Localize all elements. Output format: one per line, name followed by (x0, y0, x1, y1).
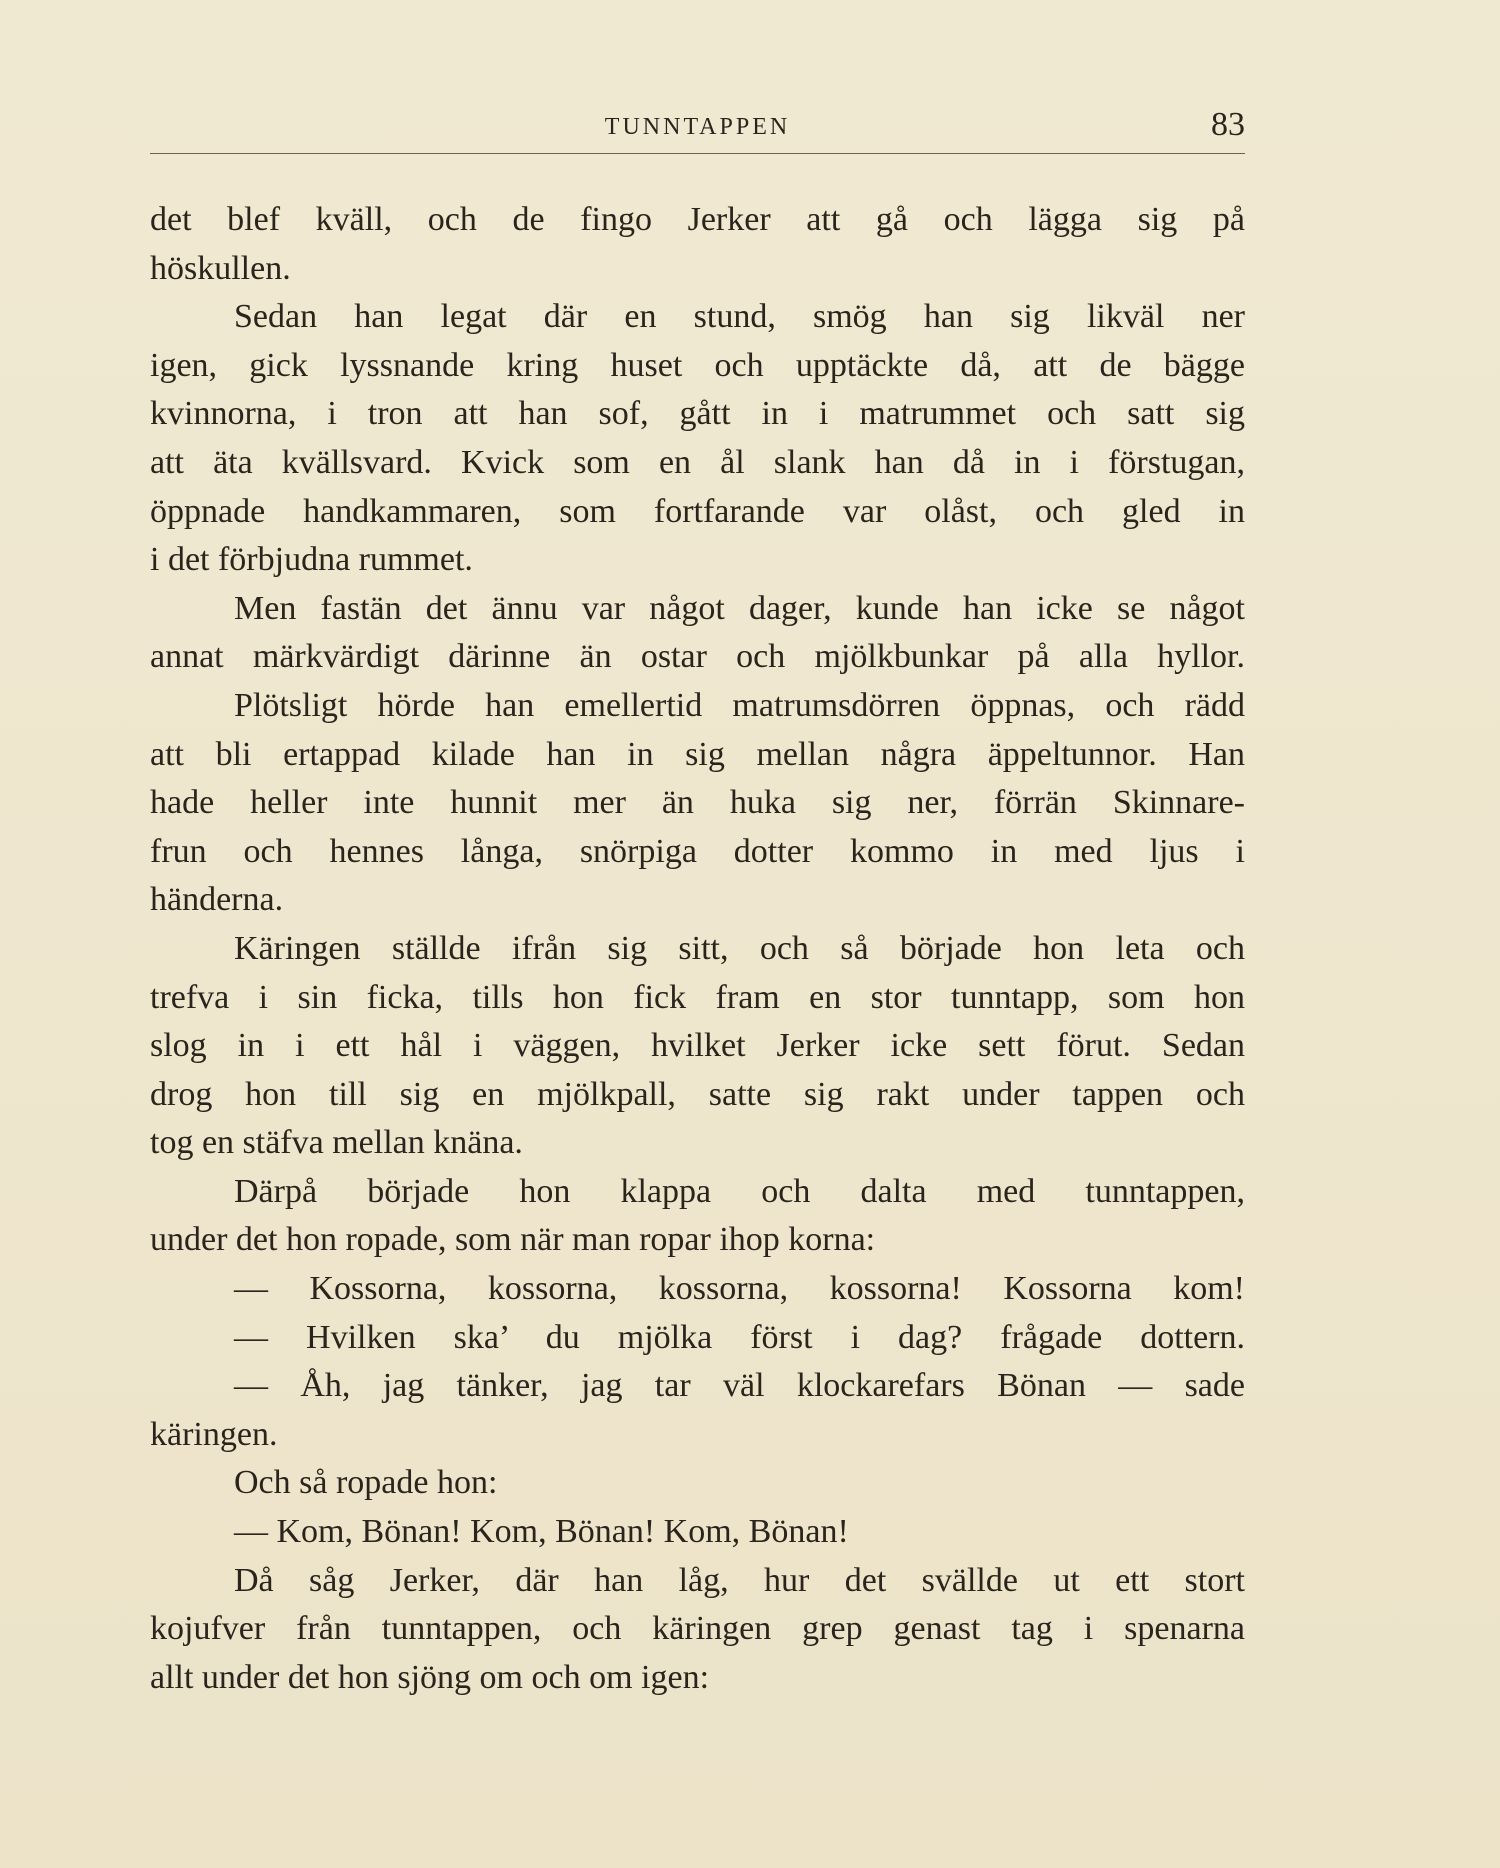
text-line: det blef kväll, och de fingo Jerker att gå och lägga sig på (150, 201, 1245, 238)
text-line: Käringen ställde ifrån sig sitt, och så började hon leta och (234, 929, 1245, 967)
text-line: kvinnorna, i tron att han sof, gått in i matrummet och satt sig (150, 395, 1245, 433)
header-rule (150, 153, 1245, 154)
text-line: — Kossorna, kossorna, kossorna, kossorna! Kossorna kom! (234, 1270, 1245, 1308)
text-line: — Åh, jag tänker, jag tar väl klockarefars Bönan — sade (234, 1367, 1245, 1405)
text-line: händerna. (150, 881, 284, 919)
text-line: Och så ropade hon: (234, 1464, 498, 1502)
text-line: att äta kvällsvard. Kvick som en ål slank han då in i förstugan, (150, 443, 1245, 481)
text-line: hade heller inte hunnit mer än huka sig ner, förrän Skinnare- (150, 784, 1245, 822)
text-line: igen, gick lyssnande kring huset och upptäckte då, att de bägge (150, 346, 1245, 384)
text-line: allt under det hon sjöng om och om igen: (150, 1658, 710, 1696)
text-line: — Hvilken ska’ du mjölka först i dag? frågade dottern. (234, 1318, 1245, 1356)
text-line: Då såg Jerker, där han låg, hur det svällde ut ett stort (234, 1561, 1245, 1599)
page-number: 83 (1211, 106, 1245, 143)
text-line: tog en stäfva mellan knäna. (150, 1124, 523, 1162)
text-line: Men fastän det ännu var något dager, kunde han icke se något (234, 589, 1245, 627)
text-line: frun och hennes långa, snörpiga dotter kommo in med ljus i (150, 832, 1245, 870)
page-header (150, 106, 1245, 156)
text-line: att bli ertappad kilade han in sig mellan några äppeltunnor. Han (150, 735, 1245, 773)
running-title: TUNNTAPPEN (604, 114, 791, 140)
text-line: öppnade handkammaren, som fortfarande var olåst, och gled in (150, 492, 1245, 530)
text-line: käringen. (150, 1415, 278, 1453)
text-line: trefva i sin ficka, tills hon fick fram en stor tunntapp, som hon (150, 978, 1245, 1016)
text-line: drog hon till sig en mjölkpall, satte sig rakt under tappen och (150, 1075, 1245, 1113)
text-line: slog in i ett hål i väggen, hvilket Jerker icke sett förut. Sedan (150, 1027, 1245, 1065)
body-text (150, 196, 1245, 1702)
text-line: i det förbjudna rummet. (150, 541, 473, 579)
text-line: Sedan han legat där en stund, smög han sig likväl ner (234, 298, 1245, 336)
text-line: höskullen. (150, 249, 291, 287)
text-line: annat märkvärdigt därinne än ostar och mjölkbunkar på alla hyllor. (150, 638, 1245, 676)
text-line: Därpå började hon klappa och dalta med tunntappen, (234, 1172, 1245, 1210)
text-line: — Kom, Bönan! Kom, Bönan! Kom, Bönan! (234, 1513, 849, 1551)
text-line: under det hon ropade, som när man ropar ihop korna: (150, 1221, 876, 1259)
text-line: kojufver från tunntappen, och käringen grep genast tag i spenarna (150, 1610, 1245, 1648)
text-line: Plötsligt hörde han emellertid matrumsdörren öppnas, och rädd (234, 686, 1245, 724)
